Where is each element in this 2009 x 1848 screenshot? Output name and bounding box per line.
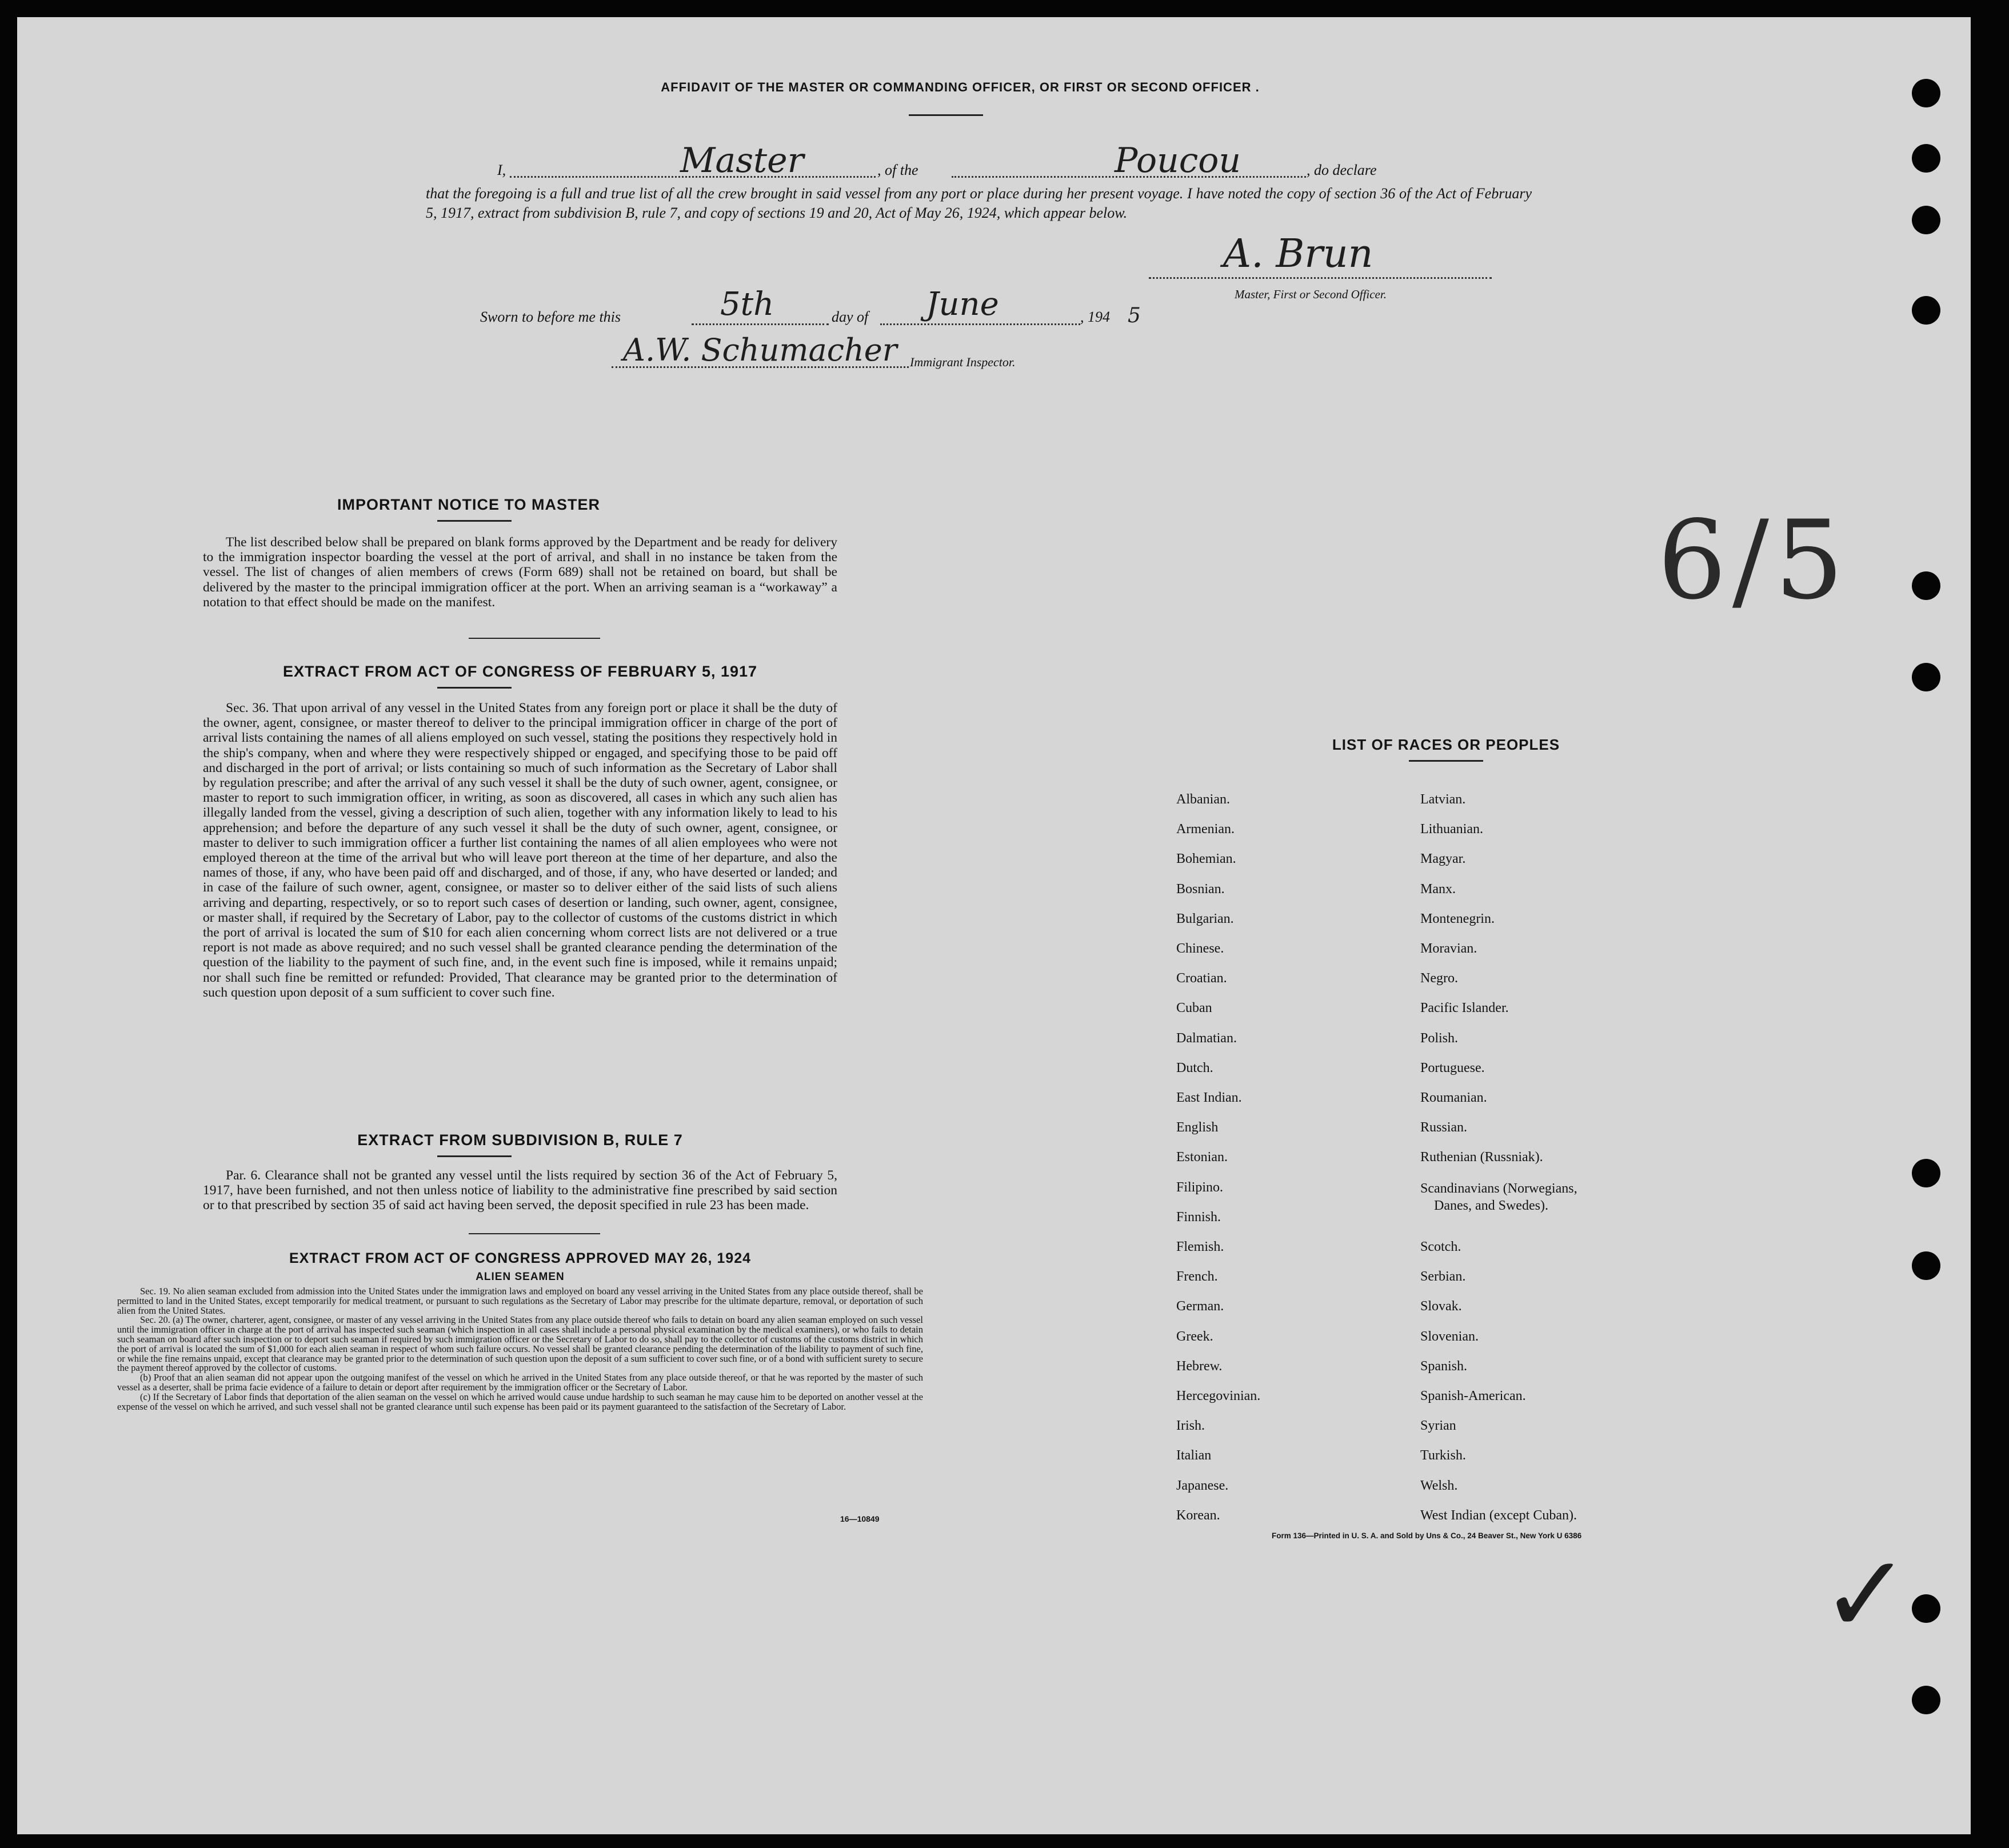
- punch-hole: [1912, 571, 1940, 600]
- rule7-end-rule: [469, 1233, 600, 1234]
- notice-body: The list described below shall be prepared on blank forms approved by the Department and be ready for delivery to the immigration inspector boarding the vessel at the port of arrival, and shall in no instance be taken from the vessel. The list of changes of alien members of crews (Form 689) shall not be retained on board, but shall be delivered by the master to the principal immigration officer at the port. When an arriving seaman is a “workaway” a notation to that effect should be made on the manifest.: [203, 535, 837, 610]
- race-item: Negro.: [1420, 971, 1458, 986]
- race-item: Japanese.: [1176, 1478, 1229, 1493]
- race-item: Slovak.: [1420, 1299, 1462, 1314]
- extract-1924-title: EXTRACT FROM ACT OF CONGRESS APPROVED MAY 26, 1924: [289, 1250, 752, 1266]
- day-handwritten: 5th: [720, 286, 774, 323]
- document-page: [17, 17, 1971, 1834]
- race-item: Lithuanian.: [1420, 822, 1483, 837]
- extract-1924-subtitle: ALIEN SEAMEN: [476, 1271, 565, 1283]
- race-item: Greek.: [1176, 1329, 1213, 1344]
- race-item: Montenegrin.: [1420, 911, 1495, 926]
- race-item: Russian.: [1420, 1120, 1468, 1135]
- of-the-label: , of the: [877, 162, 918, 178]
- officer-handwritten: Master: [680, 141, 804, 181]
- race-item: Ruthenian (Russniak).: [1420, 1150, 1543, 1165]
- inspector-line: [600, 329, 1172, 380]
- race-item: Bulgarian.: [1176, 911, 1234, 926]
- sec-20b: (b) Proof that an alien seaman did not appear upon the outgoing manifest of the vessel on which he arrived in the United States from any place outside thereof, or that he was reported by the master of such vessel as a deserter, shall be prima facie evidence of a failure to detain or deport after requirement by the immigration officer or the Secretary of Labor.: [117, 1372, 923, 1393]
- i-label: I,: [497, 162, 506, 178]
- master-signature: A. Brun: [1223, 231, 1373, 277]
- race-item: French.: [1176, 1269, 1218, 1285]
- vessel-handwritten: Poucou: [1115, 141, 1241, 181]
- punch-hole: [1912, 1594, 1940, 1623]
- race-item: Italian: [1176, 1448, 1212, 1463]
- affidavit-title: AFFIDAVIT OF THE MASTER OR COMMANDING OFFICER, OR FIRST OR SECOND OFFICER .: [661, 80, 1260, 94]
- race-item: Hebrew.: [1176, 1358, 1223, 1374]
- month-handwritten: June: [926, 286, 999, 323]
- races-title: LIST OF RACES OR PEOPLES: [1332, 736, 1560, 753]
- race-item: Latvian.: [1420, 792, 1466, 807]
- race-item: Magyar.: [1420, 851, 1466, 867]
- race-item: Portuguese.: [1420, 1060, 1485, 1075]
- race-item: Spanish.: [1420, 1358, 1468, 1374]
- declaration-body: that the foregoing is a full and true list of all the crew brought in said vessel from any port or place during her present voyage. I have noted the copy of section 36 of the Act of February 5, 1917, extract from subdivision B, rule 7, and copy of sections 19 and 20, Act of May 26, 1924, which appear below.: [426, 185, 1532, 221]
- race-item: Korean.: [1176, 1507, 1220, 1523]
- handwritten-check-mark: ✓: [1820, 1531, 1912, 1658]
- race-item: Irish.: [1176, 1418, 1205, 1434]
- race-item: Slovenian.: [1420, 1329, 1479, 1344]
- extract-1917-title: EXTRACT FROM ACT OF CONGRESS OF FEBRUARY 5, 1917: [282, 663, 758, 680]
- race-item: Dalmatian.: [1176, 1030, 1237, 1046]
- form-imprint: Form 136—Printed in U. S. A. and Sold by Uns & Co., 24 Beaver St., New York U 6386: [1272, 1531, 1582, 1540]
- race-item: Filipino.: [1176, 1179, 1224, 1195]
- month-dotted-line: [880, 323, 1080, 325]
- do-declare-label: , do declare: [1307, 162, 1377, 178]
- race-item: Flemish.: [1176, 1239, 1224, 1254]
- race-item: Finnish.: [1176, 1209, 1221, 1225]
- day-of-label: day of: [832, 309, 869, 325]
- race-item: Roumanian.: [1420, 1090, 1487, 1105]
- race-item: West Indian (except Cuban).: [1420, 1507, 1577, 1523]
- race-item: Syrian: [1420, 1418, 1456, 1434]
- punch-hole: [1912, 1159, 1940, 1187]
- extract-1917-body: Sec. 36. That upon arrival of any vessel in the United States from any foreign port or place it shall be the duty of the owner, agent, consignee, or master thereof to deliver to the principal immigration officer in charge of the port of arrival lists containing the names of all aliens employed on such vessel, stating the positions they respectively hold in the ship's company, when and where they were respectively shipped or engaged, and specifying those to be paid off and discharged in the port of arrival; or lists containing so much of such information as the Secretary of Labor shall by regulation prescribe; and after the arrival of any such vessel it shall be the duty of such owner, agent, consignee, or master to report to such immigration officer, in writing, as soon as discovered, all cases in which any such alien has illegally landed from the vessel, giving a description of such alien, together with any information likely to lead to his apprehension; and before the departure of any such vessel it shall be the duty of such owner, agent, consignee, or master to deliver to such immigration officer a further list containing the names of all alien employees who were not employed thereon at the time of the arrival but who will leave port thereon at the time of her departure, and also the names of those, if any, who have been paid off and discharged, and of those, if any, who have deserted or landed; and in case of the failure of such owner, agent, consignee, or master so to deliver either of the said lists of such aliens arriving and departing, respectively, or so to report such cases of desertion or landing, such owner, agent, consignee, or master shall, if required by the Secretary of Labor, pay to the collector of customs of the customs district in which the port of arrival is located the sum of $10 for each alien concerning whom correct lists are not delivered or a true report is not made as above required; and no such vessel shall be granted clearance pending the determination of the question of the liability to the payment of such fine, and, in the event such fine is imposed, while it remains unpaid; nor shall such fine be remitted or refunded: Provided, That clearance may be granted prior to the determination of such question upon deposit of a sum sufficient to cover such fine.: [203, 701, 837, 1000]
- sworn-line: [474, 286, 1217, 331]
- rule7-rule: [437, 1155, 512, 1157]
- sec-20c: (c) If the Secretary of Labor finds that deportation of the alien seaman on the vessel on which he arrived would cause undue hardship to such seaman he may cause him to be deported on another vessel at the expense of the vessel on which he arrived, and such vessel shall not be granted clearance until such expense has been paid or its payment guaranteed to the satisfaction of the Secretary of Labor.: [117, 1391, 923, 1412]
- punch-hole: [1912, 79, 1940, 107]
- handwritten-date-note: 6/5: [1657, 497, 1850, 623]
- race-item: Cuban: [1176, 1001, 1212, 1016]
- signature-dotted-line: [1149, 277, 1492, 279]
- race-item: Armenian.: [1176, 822, 1235, 837]
- race-item: East Indian.: [1176, 1090, 1242, 1105]
- race-item: English: [1176, 1120, 1219, 1135]
- sec-20a: Sec. 20. (a) The owner, charterer, agent, consignee, or master of any vessel arriving in the United States from any place outside thereof who fails to detain on board any alien seaman employed on such vessel until the immigration officer in charge at the port of arrival has inspected such seaman (which inspection in all cases shall include a personal physical examination by the medical examiners), or who fails to detain such seaman on board after such inspection or to deport such seaman if required by such immigration officer or the Secretary of Labor to do so, shall pay to the collector of customs of the customs district in which the port of arrival is located the sum of $1,000 for each alien seaman in respect of whom such failure occurs. No vessel shall be granted clearance pending the determination of the liability to payment of such fine, or while the fine remains unpaid, except that clearance may be granted prior to the determination of such question upon the deposit of a sum sufficient to cover such fine, or of a bond with sufficient surety to secure the payment thereof approved by the collector of customs.: [117, 1314, 923, 1374]
- race-item: Manx.: [1420, 881, 1456, 897]
- notice-end-rule: [469, 638, 600, 639]
- race-item: Turkish.: [1420, 1448, 1466, 1463]
- day-dotted-line: [692, 323, 829, 325]
- race-item: Estonian.: [1176, 1150, 1228, 1165]
- race-item: Chinese.: [1176, 941, 1224, 956]
- extract-1917-rule: [437, 687, 512, 689]
- title-rule: [909, 114, 983, 116]
- races-rule: [1409, 760, 1483, 762]
- race-item: Dutch.: [1176, 1060, 1213, 1075]
- year-printed: , 194: [1080, 309, 1110, 325]
- race-item: Bosnian.: [1176, 881, 1225, 897]
- form-code: 16—10849: [840, 1514, 880, 1523]
- punch-hole: [1912, 144, 1940, 173]
- sec-19: Sec. 19. No alien seaman excluded from admission into the United States under the immigration laws and employed on board any vessel arriving in the United States from any place outside thereof, shall be permitted to land in the United States, except temporarily for medical treatment, or pursuant to such regulations as the Secretary of Labor may prescribe for the ultimate departure, removal, or deportation of such alien from the United States.: [117, 1286, 923, 1316]
- notice-rule: [437, 520, 512, 522]
- year-handwritten: 5: [1128, 304, 1141, 327]
- race-item: Pacific Islander.: [1420, 1001, 1509, 1016]
- race-item: Spanish-American.: [1420, 1389, 1526, 1403]
- race-item: Welsh.: [1420, 1478, 1458, 1493]
- race-item: Serbian.: [1420, 1269, 1466, 1285]
- punch-hole: [1912, 206, 1940, 234]
- race-item: Bohemian.: [1176, 851, 1236, 867]
- notice-title: IMPORTANT NOTICE TO MASTER: [337, 496, 600, 513]
- race-item: Scotch.: [1420, 1239, 1461, 1254]
- inspector-caption: Immigrant Inspector.: [910, 355, 1016, 369]
- declaration-line: [474, 142, 1537, 182]
- rule7-body: Par. 6. Clearance shall not be granted any vessel until the lists required by section 36 of the Act of February 5, 1917, have been furnished, and not then unless notice of liability to the administrative fine prescribed by said section or to that prescribed by section 35 of said act having been served, the deposit specified in rule 23 has been made.: [203, 1168, 837, 1213]
- punch-hole: [1912, 1251, 1940, 1280]
- signature-caption: Master, First or Second Officer.: [1235, 287, 1387, 301]
- punch-hole: [1912, 1686, 1940, 1714]
- sworn-label: Sworn to before me this: [480, 309, 621, 325]
- punch-hole: [1912, 296, 1940, 325]
- race-item: Hercegovinian.: [1176, 1389, 1261, 1403]
- race-item: Polish.: [1420, 1030, 1459, 1046]
- race-item: Moravian.: [1420, 941, 1477, 956]
- punch-hole: [1912, 663, 1940, 691]
- rule7-title: EXTRACT FROM SUBDIVISION B, RULE 7: [357, 1131, 683, 1149]
- race-item: Albanian.: [1176, 792, 1230, 807]
- race-item: Croatian.: [1176, 971, 1227, 986]
- extract-1924-body: [117, 1287, 923, 1411]
- race-item: Scandinavians (Norwegians, Danes, and Swedes).: [1420, 1181, 1577, 1213]
- inspector-signature: A.W. Schumacher: [623, 332, 897, 368]
- race-item: German.: [1176, 1299, 1224, 1314]
